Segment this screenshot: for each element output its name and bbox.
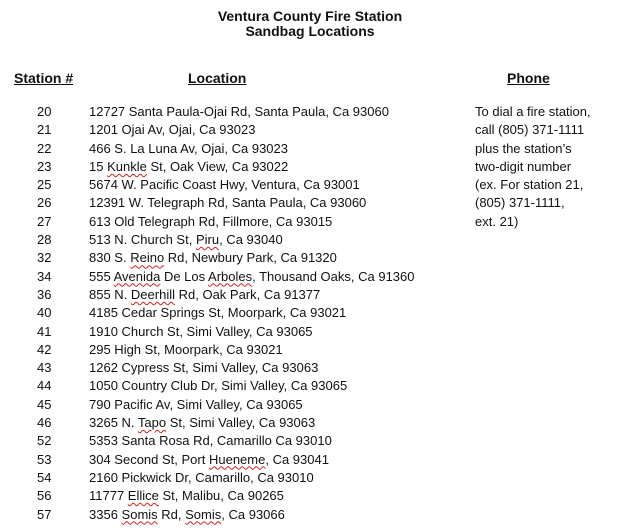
station-number: 42 — [37, 341, 52, 357]
station-location: 2160 Pickwick Dr, Camarillo, Ca 93010 — [89, 469, 314, 485]
station-location: 790 Pacific Av, Simi Valley, Ca 93065 — [89, 396, 303, 412]
station-row — [0, 249, 620, 267]
station-row — [0, 396, 620, 414]
station-row — [0, 231, 620, 249]
document-subtitle: Sandbag Locations — [245, 23, 375, 39]
station-row — [0, 432, 620, 450]
station-row — [0, 451, 620, 469]
station-location: 3356 Somis Rd, Somis, Ca 93066 — [89, 506, 285, 522]
station-number: 34 — [37, 268, 52, 284]
station-number: 20 — [37, 104, 52, 119]
station-number: 54 — [37, 469, 52, 485]
phone-note-line: ext. 21) — [475, 213, 519, 229]
station-location: 15 Kunkle St, Oak View, Ca 93022 — [89, 158, 289, 174]
station-row — [0, 414, 620, 432]
station-location: 555 Avenida De Los Arboles, Thousand Oaks, Ca 91360 — [89, 268, 415, 284]
station-row — [0, 487, 620, 505]
station-location: 304 Second St, Port Hueneme, Ca 93041 — [89, 451, 329, 467]
document-title: Ventura County Fire Station — [217, 8, 403, 24]
station-number: 52 — [37, 433, 52, 449]
station-location: 1262 Cypress St, Simi Valley, Ca 93063 — [89, 360, 319, 376]
phone-note-line: To dial a fire station, — [475, 104, 591, 119]
station-number: 44 — [37, 378, 52, 394]
station-location: 513 N. Church St, Piru, Ca 93040 — [89, 232, 283, 248]
station-number: 26 — [37, 195, 52, 211]
station-row — [0, 304, 620, 322]
phone-note-line: (805) 371-1111, — [475, 195, 565, 211]
phone-note-line: plus the station’s — [475, 140, 572, 156]
station-number: 46 — [37, 415, 52, 431]
station-number: 21 — [37, 122, 52, 138]
station-number: 53 — [37, 451, 52, 467]
station-location: 11777 Ellice St, Malibu, Ca 90265 — [89, 488, 284, 504]
station-location: 295 High St, Moorpark, Ca 93021 — [89, 341, 283, 357]
phone-instructions — [475, 103, 620, 231]
station-location: 855 N. Deerhill Rd, Oak Park, Ca 91377 — [89, 286, 321, 302]
station-row — [0, 359, 620, 377]
column-header-phone: Phone — [507, 70, 550, 86]
column-header-location: Location — [188, 70, 247, 86]
station-row — [0, 286, 620, 304]
station-number: 25 — [37, 177, 52, 193]
station-location: 1910 Church St, Simi Valley, Ca 93065 — [89, 323, 313, 339]
station-number: 27 — [37, 213, 52, 229]
station-location: 4185 Cedar Springs St, Moorpark, Ca 93021 — [89, 305, 347, 321]
phone-note-line: two-digit number — [475, 158, 572, 174]
station-location: 466 S. La Luna Av, Ojai, Ca 93023 — [89, 140, 288, 156]
station-row — [0, 323, 620, 341]
station-number: 28 — [37, 232, 52, 248]
station-number: 32 — [37, 250, 52, 266]
station-number: 56 — [37, 488, 52, 504]
station-number: 45 — [37, 396, 52, 412]
phone-note-line: call (805) 371-1111 — [475, 122, 585, 138]
station-number: 40 — [37, 305, 52, 321]
station-row — [0, 341, 620, 359]
station-location: 5674 W. Pacific Coast Hwy, Ventura, Ca 93001 — [89, 177, 360, 193]
station-row — [0, 268, 620, 286]
station-location: 3265 N. Tapo St, Simi Valley, Ca 93063 — [89, 415, 316, 431]
column-header-station: Station # — [14, 70, 74, 86]
station-number: 36 — [37, 286, 52, 302]
station-row — [0, 377, 620, 395]
station-row — [0, 506, 620, 524]
station-number: 57 — [37, 506, 52, 522]
station-location: 12727 Santa Paula-Ojai Rd, Santa Paula, Ca 93060 — [89, 104, 389, 119]
station-location: 830 S. Reino Rd, Newbury Park, Ca 91320 — [89, 250, 337, 266]
station-number: 41 — [37, 323, 52, 339]
phone-note-line: (ex. For station 21, — [475, 177, 584, 193]
station-number: 23 — [37, 158, 52, 174]
station-row — [0, 469, 620, 487]
station-location: 1050 Country Club Dr, Simi Valley, Ca 93065 — [89, 378, 348, 394]
station-location: 613 Old Telegraph Rd, Fillmore, Ca 93015 — [89, 213, 333, 229]
station-location: 5353 Santa Rosa Rd, Camarillo Ca 93010 — [89, 433, 332, 449]
station-location: 12391 W. Telegraph Rd, Santa Paula, Ca 93060 — [89, 195, 367, 211]
station-number: 43 — [37, 360, 52, 376]
station-location: 1201 Ojai Av, Ojai, Ca 93023 — [89, 122, 256, 138]
station-number: 22 — [37, 140, 52, 156]
